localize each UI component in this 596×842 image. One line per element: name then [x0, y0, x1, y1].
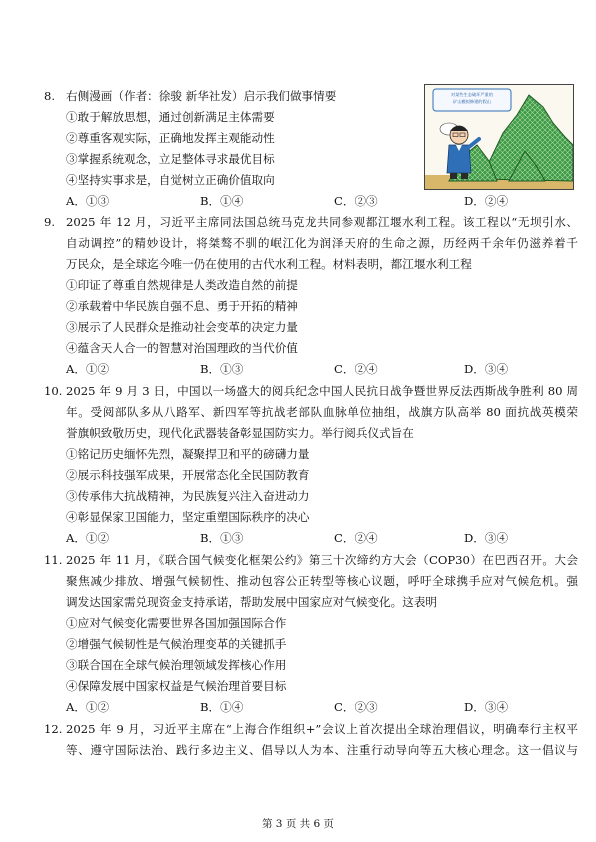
- q9-stem-line-3: 万民众，是全球迄今唯一仍在使用的古代水利工程。材料表明，都江堰水利工程: [66, 257, 472, 271]
- q11-option-c: C．②③: [334, 700, 378, 714]
- q11-option-d: D．③④: [464, 700, 509, 714]
- cartoon-caption-2: 矿山模拟修建的假山: [453, 99, 491, 104]
- q8-option-b: B．①④: [200, 194, 244, 208]
- q10-stem-line-3: 誉旗帜致敬历史，现代化武器装备彰显国防实力。举行阅兵仪式旨在: [66, 426, 414, 440]
- q11-stem-line-3: 调发达国家需兑现资金支持承诺，帮助发展中国家应对气候变化。这表明: [66, 595, 438, 609]
- q8-options: [66, 193, 576, 209]
- q11-options: [66, 699, 576, 715]
- q11-option-a: A．①②: [66, 700, 110, 714]
- q11-item-3: ③联合国在全球气候治理领域发挥核心作用: [66, 658, 287, 672]
- q9-stem-line-1: 2025 年 12 月，习近平主席同法国总统马克龙共同参观都江堰水利工程。该工程以“无坝引水、: [66, 215, 578, 229]
- q10-options: [66, 530, 576, 546]
- q9-item-3: ③展示了人民群众是推动社会变革的决定力量: [66, 320, 298, 334]
- q8-option-c: C．②③: [334, 194, 378, 208]
- q11-item-4: ④保障发展中国家权益是气候治理首要目标: [66, 679, 287, 693]
- q11-item-1: ①应对气候变化需要世界各国加强国际合作: [66, 616, 287, 630]
- q8-option-a: A．①③: [66, 194, 110, 208]
- q10-item-1: ①铭记历史缅怀先烈，凝聚捍卫和平的磅礴力量: [66, 447, 310, 461]
- q10-stem-line-2: 年。受阅部队多从八路军、新四军等抗战老部队血脉单位抽组，战旗方队高举 80 面抗战英模荣: [66, 405, 578, 419]
- q10-option-a: A．①②: [66, 531, 110, 545]
- q11-stem-line-1: 2025 年 11 月，《联合国气候变化框架公约》第三十次缔约方大会（COP30）在巴西召开。大会: [66, 553, 578, 567]
- q12-number: 12.: [44, 722, 63, 736]
- q10-number: 10.: [44, 384, 63, 398]
- q11-item-2: ②增强气候韧性是气候治理变革的关键抓手: [66, 637, 287, 651]
- q9-option-b: B．①③: [200, 362, 244, 376]
- q10-item-4: ④彰显保家卫国能力，坚定重塑国际秩序的决心: [66, 510, 310, 524]
- q10-item-2: ②展示科技强军成果，开展常态化全民国防教育: [66, 468, 310, 482]
- q12-stem-line-2: 等、遵守国际法治、践行多边主义、倡导以人为本、注重行动导向等五大核心理念。这一倡议与: [66, 743, 578, 757]
- q9-item-2: ②承载着中华民族自强不息、勇于开拓的精神: [66, 299, 298, 313]
- q8-item-1: ①敢于解放思想，通过创新满足主体需要: [66, 110, 275, 124]
- q8-item-2: ②尊重客观实际，正确地发挥主观能动性: [66, 131, 275, 145]
- cartoon-image: [424, 84, 574, 190]
- q10-item-3: ③传承伟大抗战精神，为民族复兴注入奋进动力: [66, 489, 310, 503]
- q9-options: [66, 361, 576, 377]
- q9-number: 9.: [44, 215, 56, 229]
- q8-item-4: ④坚持实事求是，自觉树立正确价值取向: [66, 173, 275, 187]
- q9-item-4: ④蕴含天人合一的智慧对治国理政的当代价值: [66, 341, 298, 355]
- q9-stem-line-2: 自动调控”的精妙设计，将桀骜不驯的岷江化为润泽天府的生命之源，历经两千余年仍滋养着千: [66, 236, 578, 250]
- q11-stem-line-2: 聚焦减少排放、增强气候韧性、推动包容公正转型等核心议题，呼吁全球携手应对气候危机。强: [66, 574, 578, 588]
- q8-stem: 右侧漫画（作者：徐骏 新华社发）启示我们做事情要: [66, 89, 337, 103]
- q10-option-c: C．②④: [334, 531, 378, 545]
- q10-option-d: D．③④: [464, 531, 509, 545]
- q11-number: 11.: [44, 553, 63, 567]
- q8-option-d: D．②④: [464, 194, 509, 208]
- q11-option-b: B．①④: [200, 700, 244, 714]
- q9-option-d: D．③④: [464, 362, 509, 376]
- q9-item-1: ①印证了尊重自然规律是人类改造自然的前提: [66, 278, 298, 292]
- q9-option-a: A．①②: [66, 362, 110, 376]
- q8-number: 8.: [44, 89, 56, 103]
- q10-option-b: B．①③: [200, 531, 244, 545]
- q8-item-3: ③掌握系统观念，立足整体寻求最优目标: [66, 152, 275, 166]
- q10-stem-line-1: 2025 年 9 月 3 日，中国以一场盛大的阅兵纪念中国人民抗日战争暨世界反法西斯战争胜利 80 周: [66, 384, 578, 398]
- page-footer: 第 3 页 共 6 页: [261, 818, 335, 830]
- q12-stem-line-1: 2025 年 9 月，习近平主席在“上海合作组织+”会议上首次提出全球治理倡议，明确奉行主权平: [66, 722, 578, 736]
- q9-option-c: C．②④: [334, 362, 378, 376]
- cartoon-caption-1: 对某些生态破坏严重的: [451, 92, 493, 97]
